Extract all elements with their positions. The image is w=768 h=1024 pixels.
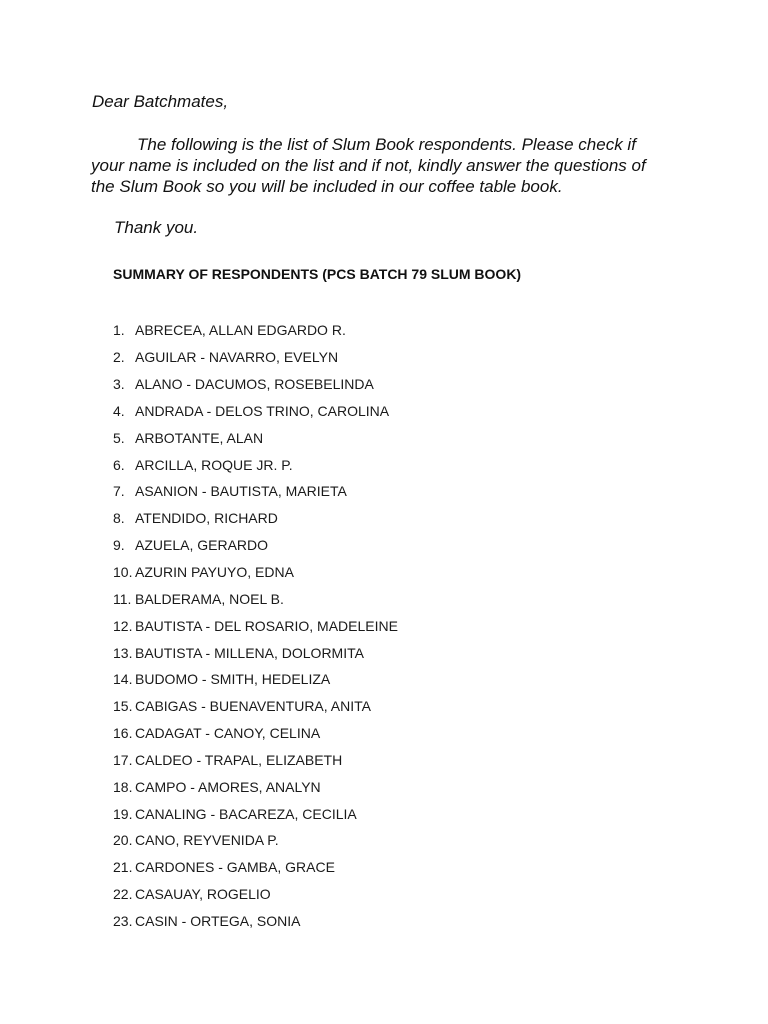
respondent-list-item: [113, 908, 398, 935]
respondent-number: 18.: [113, 778, 133, 795]
respondent-list-item: [113, 559, 398, 586]
respondent-list-item: [113, 585, 398, 612]
respondent-list-item: [113, 344, 398, 371]
respondent-number: 23.: [113, 912, 133, 929]
respondent-name: CASAUAY, ROGELIO: [135, 886, 271, 903]
intro-line: The following is the list of Slum Book respondents. Please check if: [137, 135, 636, 154]
respondent-number: 15.: [113, 698, 133, 715]
respondent-number: 9.: [113, 537, 125, 554]
respondent-name: ANDRADA - DELOS TRINO, CAROLINA: [135, 402, 390, 419]
respondent-list-item: [113, 478, 398, 505]
respondent-number: 21.: [113, 859, 133, 876]
respondent-list-item: [113, 532, 398, 559]
respondent-name: CAMPO - AMORES, ANALYN: [135, 778, 321, 795]
respondent-list-item: [113, 398, 398, 425]
summary-heading: SUMMARY OF RESPONDENTS (PCS BATCH 79 SLUM BOOK): [113, 266, 522, 282]
respondent-name: CANALING - BACAREZA, CECILIA: [135, 805, 357, 822]
respondent-number: 4.: [113, 402, 125, 419]
respondent-number: 16.: [113, 725, 133, 742]
respondent-number: 11.: [113, 590, 132, 607]
letter-introduction: [91, 134, 676, 197]
respondent-number: 10.: [113, 564, 133, 581]
respondent-name: AGUILAR - NAVARRO, EVELYN: [135, 349, 339, 366]
respondent-number: 13.: [113, 644, 133, 661]
respondent-list-item: [113, 612, 398, 639]
respondent-number: 6.: [113, 456, 125, 473]
respondent-list-item: [113, 371, 398, 398]
respondent-name: CABIGAS - BUENAVENTURA, ANITA: [135, 698, 371, 715]
respondent-name: CANO, REYVENIDA P.: [135, 832, 279, 849]
respondent-number: 2.: [113, 349, 125, 366]
respondent-name: CASIN - ORTEGA, SONIA: [135, 912, 301, 929]
respondent-name: ALANO - DACUMOS, ROSEBELINDA: [135, 376, 374, 393]
respondent-number: 1.: [113, 322, 125, 339]
respondent-list-item: [113, 317, 398, 344]
respondent-list-item: [113, 773, 398, 800]
respondent-name: ASANION - BAUTISTA, MARIETA: [135, 483, 347, 500]
respondent-name: ATENDIDO, RICHARD: [135, 510, 278, 527]
respondent-list-item: [113, 827, 398, 854]
respondent-name: BUDOMO - SMITH, HEDELIZA: [135, 671, 331, 688]
respondent-number: 19.: [113, 805, 133, 822]
intro-line: the Slum Book so you will be included in our coffee table book.: [91, 177, 563, 196]
respondent-list: [113, 317, 398, 934]
respondent-name: BAUTISTA - DEL ROSARIO, MADELEINE: [135, 617, 398, 634]
letter-salutation: Dear Batchmates,: [92, 92, 229, 111]
respondent-name: CARDONES - GAMBA, GRACE: [135, 859, 335, 876]
respondent-list-item: [113, 881, 398, 908]
respondent-number: 7.: [113, 483, 125, 500]
respondent-list-item: [113, 666, 398, 693]
respondent-name: BAUTISTA - MILLENA, DOLORMITA: [135, 644, 364, 661]
intro-line: your name is included on the list and if not, kindly answer the questions of: [91, 156, 646, 175]
respondent-name: CADAGAT - CANOY, CELINA: [135, 725, 321, 742]
respondent-number: 3.: [113, 376, 125, 393]
respondent-number: 8.: [113, 510, 125, 527]
letter-closing: Thank you.: [114, 218, 199, 237]
respondent-number: 22.: [113, 886, 133, 903]
respondent-name: CALDEO - TRAPAL, ELIZABETH: [135, 751, 343, 768]
respondent-list-item: [113, 505, 398, 532]
respondent-list-item: [113, 720, 398, 747]
respondent-name: ABRECEA, ALLAN EDGARDO R.: [135, 322, 346, 339]
respondent-list-item: [113, 747, 398, 774]
respondent-number: 20.: [113, 832, 133, 849]
respondent-list-item: [113, 424, 398, 451]
respondent-list-item: [113, 451, 398, 478]
respondent-number: 12.: [113, 617, 133, 634]
respondent-number: 5.: [113, 429, 125, 446]
respondent-list-item: [113, 800, 398, 827]
respondent-number: 17.: [113, 751, 133, 768]
respondent-name: BALDERAMA, NOEL B.: [135, 590, 284, 607]
respondent-name: ARBOTANTE, ALAN: [135, 429, 264, 446]
respondent-name: ARCILLA, ROQUE JR. P.: [135, 456, 293, 473]
respondent-name: AZURIN PAYUYO, EDNA: [135, 564, 294, 581]
respondent-list-item: [113, 854, 398, 881]
respondent-list-item: [113, 639, 398, 666]
respondent-name: AZUELA, GERARDO: [135, 537, 269, 554]
respondent-number: 14.: [113, 671, 133, 688]
respondent-list-item: [113, 693, 398, 720]
